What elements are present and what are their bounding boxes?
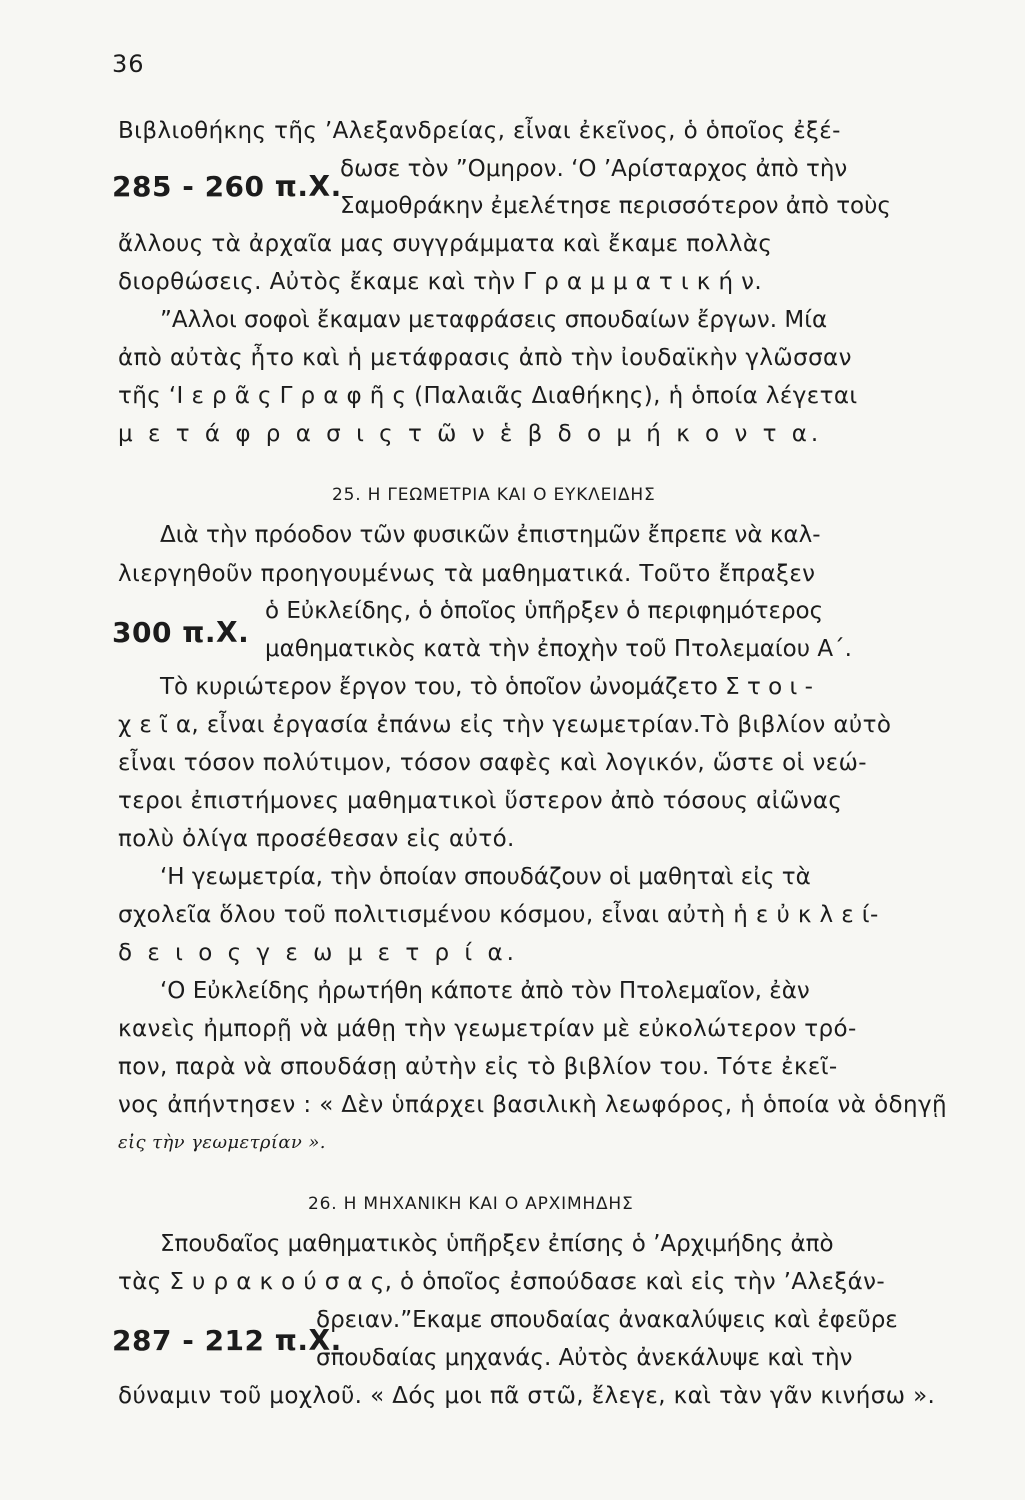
paragraph-line: δρειαν.”Εκαμε σπουδαίας ἀνακαλύψεις καὶ ἐφεῦρε [316,1307,898,1333]
paragraph-line: τὰς Σ υ ρ α κ ο ύ σ α ς, ὁ ὁποῖος ἐσπούδασε καὶ εἰς τὴν ’Αλεξάν- [118,1269,886,1295]
date-300: 300 π.Χ. [112,616,250,649]
paragraph-line: ‘Ο Εὐκλείδης ἠρωτήθη κάποτε ἀπὸ τὸν Πτολεμαῖον, ἐὰν [160,978,810,1004]
date-285-260: 285 - 260 π.Χ. [112,170,342,203]
paragraph-line: σπουδαίας μηχανάς. Αὐτὸς ἀνεκάλυψε καὶ τὴν [316,1345,853,1371]
paragraph-line: δ ε ι ο ς γ ε ω μ ε τ ρ ί α. [118,940,518,966]
paragraph-line: δύναμιν τοῦ μοχλοῦ. « Δός μοι πᾶ στῶ, ἔλεγε, καὶ τὰν γᾶν κινήσω ». [118,1383,936,1409]
paragraph-line: ”Αλλοι σοφοὶ ἔκαμαν μεταφράσεις σπουδαίων ἔργων. Μία [160,307,828,333]
paragraph-line: Τὸ κυριώτερον ἔργον του, τὸ ὁποῖον ὠνομάζετο Σ τ ο ι - [160,674,813,700]
paragraph-line: πον, παρὰ νὰ σπουδάσῃ αὐτὴν εἰς τὸ βιβλίον του. Τότε ἐκεῖ- [118,1054,838,1080]
paragraph-line: κανεὶς ἠμπορῇ νὰ μάθῃ τὴν γεωμετρίαν μὲ εὐκολώτερον τρό- [118,1016,857,1042]
paragraph-line: Διὰ τὴν πρόοδον τῶν φυσικῶν ἐπιστημῶν ἔπρεπε νὰ καλ- [160,522,821,548]
paragraph-line: εἶναι τόσον πολύτιμον, τόσον σαφὲς καὶ λογικόν, ὥστε οἱ νεώ- [118,750,867,776]
paragraph-line: Σαμοθράκην ἐμελέτησε περισσότερον ἀπὸ τοὺς [340,193,891,219]
paragraph-line: μ ε τ ά φ ρ α σ ι ς τ ῶ ν ἑ β δ ο μ ή κ ο ν τ α. [118,421,823,447]
paragraph-line: σχολεῖα ὅλου τοῦ πολιτισμένου κόσμου, εἶναι αὐτὴ ἡ ε ὐ κ λ ε ί- [118,902,879,928]
section-heading-25: 25. Η ΓΕΩΜΕΤΡΙΑ ΚΑΙ Ο ΕΥΚΛΕΙΔΗΣ [332,485,656,505]
paragraph-line: πολὺ ὀλίγα προσέθεσαν εἰς αὐτό. [118,826,515,852]
section-heading-26: 26. Η ΜΗΧΑΝΙΚΗ ΚΑΙ Ο ΑΡΧΙΜΗΔΗΣ [308,1194,634,1214]
paragraph-line: ὁ Εὐκλείδης, ὁ ὁποῖος ὑπῆρξεν ὁ περιφημότερος [265,598,824,624]
paragraph-line: τῆς ‘Ι ε ρ ᾶ ς Γ ρ α φ ῆ ς (Παλαιᾶς Διαθήκης), ἡ ὁποία λέγεται [118,383,858,409]
paragraph-line: Σπουδαῖος μαθηματικὸς ὑπῆρξεν ἐπίσης ὁ ’Αρχιμήδης ἀπὸ [160,1231,834,1257]
paragraph-line: δωσε τὸν ”Ομηρον. ‘Ο ’Αρίσταρχος ἀπὸ τὴν [340,156,848,182]
page-number: 36 [112,50,145,78]
paragraph-line: λιεργηθοῦν προηγουμένως τὰ μαθηματικά. Τοῦτο ἔπραξεν [118,561,816,587]
paragraph-line: χ ε ῖ α, εἶναι ἐργασία ἐπάνω εἰς τὴν γεωμετρίαν.Τὸ βιβλίον αὐτὸ [118,712,892,738]
paragraph-line: Βιβλιοθήκης τῆς ’Αλεξανδρείας, εἶναι ἐκεῖνος, ὁ ὁποῖος ἐξέ- [118,118,841,144]
paragraph-line: μαθηματικὸς κατὰ τὴν ἐποχὴν τοῦ Πτολεμαίου Α΄. [265,636,852,662]
quote-line: εἰς τὴν γεωμετρίαν ». [118,1132,326,1153]
paragraph-line: τεροι ἐπιστήμονες μαθηματικοὶ ὕστερον ἀπὸ τόσους αἰῶνας [118,788,843,814]
paragraph-line: ‘Η γεωμετρία, τὴν ὁποίαν σπουδάζουν οἱ μαθηταὶ εἰς τὰ [160,864,811,890]
date-287-212: 287 - 212 π.Χ. [112,1324,342,1357]
paragraph-line: νος ἀπήντησεν : « Δὲν ὑπάρχει βασιλικὴ λεωφόρος, ἡ ὁποία νὰ ὁδηγῇ [118,1092,947,1118]
paragraph-line: διορθώσεις. Αὐτὸς ἔκαμε καὶ τὴν Γ ρ α μ μ α τ ι κ ή ν. [118,269,763,295]
paragraph-line: ἀπὸ αὐτὰς ἦτο καὶ ἡ μετάφρασις ἀπὸ τὴν ἰουδαϊκὴν γλῶσσαν [118,345,852,371]
paragraph-line: ἄλλους τὰ ἀρχαῖα μας συγγράμματα καὶ ἔκαμε πολλὰς [118,231,773,257]
